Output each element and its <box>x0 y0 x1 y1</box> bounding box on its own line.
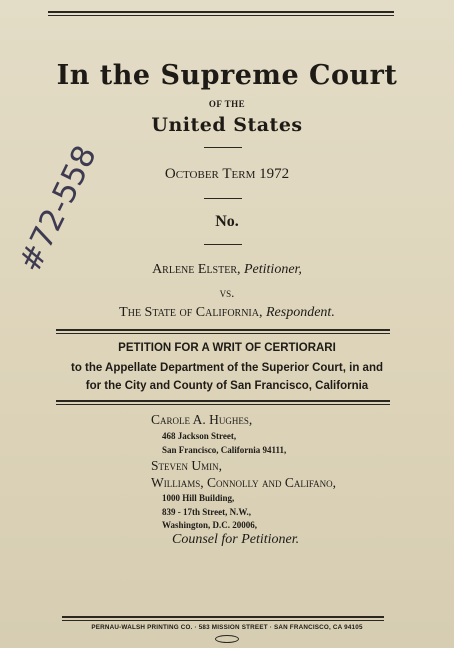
petition-line-2: to the Appellate Department of the Superior Court, in and <box>70 362 383 374</box>
counsel-name-2: Steven Umin, <box>151 458 222 473</box>
petitioner-line <box>0 262 454 278</box>
petition-line-3: for the City and County of San Francisco, California <box>85 380 369 392</box>
term: October Term 1972 <box>164 166 290 182</box>
petition-top-rule <box>56 329 390 334</box>
union-label-mark <box>215 635 239 643</box>
counsel-2-address-line-2: 839 - 17th Street, N.W., <box>162 507 251 517</box>
respondent-name: The State of California, <box>119 305 263 320</box>
respondent-role: Respondent. <box>266 305 335 320</box>
counsel-firm: Williams, Connolly and Califano, <box>151 475 337 490</box>
counsel-name-1: Carole A. Hughes, <box>151 412 253 427</box>
court-country: United States <box>151 114 303 136</box>
court-heading: In the Supreme Court <box>56 60 398 91</box>
docket-number-label: No. <box>215 213 239 230</box>
divider-rule <box>204 198 242 199</box>
counsel-2-address-line-3: Washington, D.C. 20006, <box>162 520 258 530</box>
divider-rule <box>204 147 242 148</box>
petitioner-role: Petitioner, <box>244 262 302 277</box>
petitioner-name: Arlene Elster, <box>152 262 241 277</box>
court-of-the: OF THE <box>208 99 246 109</box>
counsel-role: Counsel for Petitioner. <box>172 532 300 547</box>
top-double-rule <box>48 11 394 16</box>
counsel-1-address-line-1: 468 Jackson Street, <box>162 431 237 441</box>
petition-title: PETITION FOR A WRIT OF CERTIORARI <box>118 342 336 354</box>
divider-rule <box>204 244 242 245</box>
petition-bottom-rule <box>56 400 390 405</box>
printer-imprint: PERNAU-WALSH PRINTING CO. · 583 MISSION STREET · SAN FRANCISCO, CA 94105 <box>91 624 363 631</box>
footer-rule <box>62 616 384 621</box>
handwritten-docket-number: #72-558 <box>12 139 104 278</box>
counsel-1-address-line-2: San Francisco, California 94111, <box>162 445 287 455</box>
respondent-line <box>0 305 454 321</box>
versus: vs. <box>219 285 235 300</box>
counsel-2-address-line-1: 1000 Hill Building, <box>162 493 235 503</box>
